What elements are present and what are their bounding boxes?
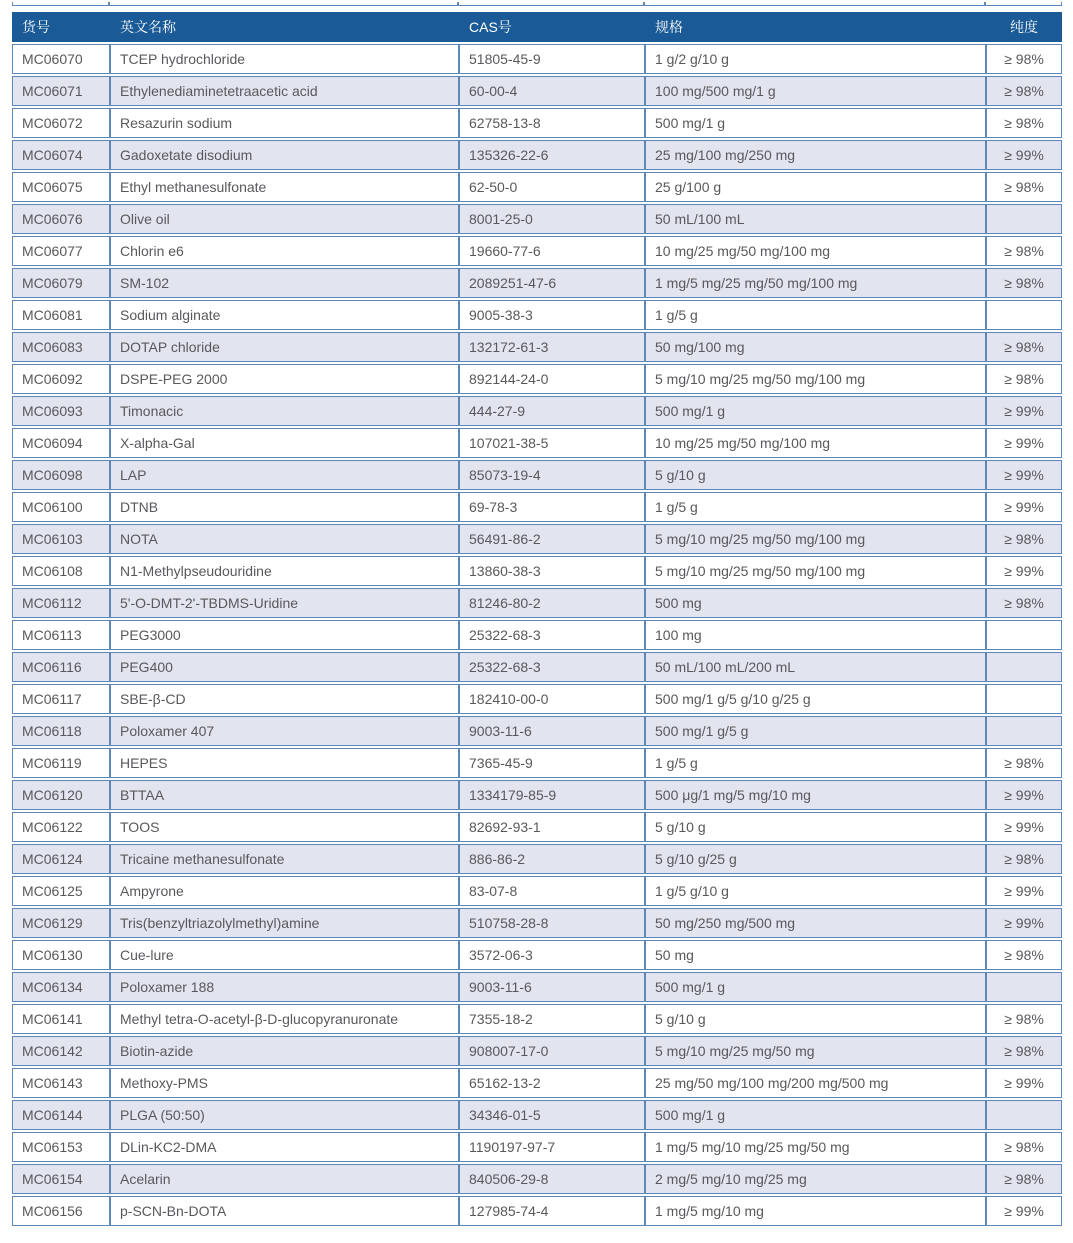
table-row (12, 812, 1062, 842)
cell-spec: 5 g/10 g (645, 460, 986, 490)
cell-name_en: Tris(benzyltriazolylmethyl)amine (110, 908, 459, 938)
cell-name_en: Olive oil (110, 204, 459, 234)
cell-purity: ≥ 98% (986, 1132, 1062, 1162)
table-row (12, 108, 1062, 138)
cell-cas: 62-50-0 (459, 172, 645, 202)
cell-name_en: PLGA (50:50) (110, 1100, 459, 1130)
cell-spec: 1 g/5 g (645, 300, 986, 330)
cell-spec: 50 mL/100 mL (645, 204, 986, 234)
product-catalog-table (12, 10, 1062, 1228)
table-row (12, 524, 1062, 554)
cell-purity: ≥ 98% (986, 1036, 1062, 1066)
cell-purity: ≥ 98% (986, 44, 1062, 74)
cell-spec: 5 g/10 g (645, 1004, 986, 1034)
cell-item_no: MC06072 (12, 108, 110, 138)
table-row (12, 172, 1062, 202)
table-row (12, 940, 1062, 970)
cell-spec: 1 g/5 g (645, 492, 986, 522)
cell-purity: ≥ 98% (986, 364, 1062, 394)
cell-item_no: MC06125 (12, 876, 110, 906)
cell-purity: ≥ 98% (986, 940, 1062, 970)
column-header-spec: 规格 (645, 12, 986, 42)
cell-name_en: 5'-O-DMT-2'-TBDMS-Uridine (110, 588, 459, 618)
cell-purity: ≥ 99% (986, 428, 1062, 458)
cell-name_en: Tricaine methanesulfonate (110, 844, 459, 874)
table-row (12, 1036, 1062, 1066)
cell-item_no: MC06154 (12, 1164, 110, 1194)
cell-item_no: MC06112 (12, 588, 110, 618)
cell-name_en: TOOS (110, 812, 459, 842)
table-row (12, 428, 1062, 458)
cell-spec: 500 mg (645, 588, 986, 618)
cropped-cell (12, 2, 110, 5)
cell-item_no: MC06113 (12, 620, 110, 650)
cell-cas: 7365-45-9 (459, 748, 645, 778)
cell-spec: 100 mg (645, 620, 986, 650)
cell-purity (986, 652, 1062, 682)
cell-name_en: HEPES (110, 748, 459, 778)
table-row (12, 588, 1062, 618)
cell-cas: 7355-18-2 (459, 1004, 645, 1034)
cell-purity: ≥ 98% (986, 76, 1062, 106)
cell-cas: 9003-11-6 (459, 716, 645, 746)
cell-purity: ≥ 98% (986, 332, 1062, 362)
cell-purity: ≥ 99% (986, 396, 1062, 426)
cell-name_en: N1-Methylpseudouridine (110, 556, 459, 586)
cell-spec: 5 mg/10 mg/25 mg/50 mg (645, 1036, 986, 1066)
cell-cas: 892144-24-0 (459, 364, 645, 394)
cell-spec: 25 g/100 g (645, 172, 986, 202)
cell-purity: ≥ 99% (986, 1068, 1062, 1098)
cell-cas: 886-86-2 (459, 844, 645, 874)
cell-name_en: Sodium alginate (110, 300, 459, 330)
table-row (12, 972, 1062, 1002)
cell-spec: 500 mg/1 g (645, 108, 986, 138)
cell-cas: 34346-01-5 (459, 1100, 645, 1130)
cell-name_en: Ampyrone (110, 876, 459, 906)
cell-name_en: DTNB (110, 492, 459, 522)
cell-spec: 1 mg/5 mg/25 mg/50 mg/100 mg (645, 268, 986, 298)
cell-cas: 9003-11-6 (459, 972, 645, 1002)
cell-purity (986, 620, 1062, 650)
catalog-table-body (12, 44, 1062, 1226)
cropped-row-top (12, 2, 1062, 6)
cell-cas: 13860-38-3 (459, 556, 645, 586)
cell-cas: 840506-29-8 (459, 1164, 645, 1194)
column-header-item_no: 货号 (12, 12, 110, 42)
cell-purity: ≥ 98% (986, 1004, 1062, 1034)
table-row (12, 492, 1062, 522)
cell-name_en: Ethylenediaminetetraacetic acid (110, 76, 459, 106)
cell-item_no: MC06143 (12, 1068, 110, 1098)
table-row (12, 1004, 1062, 1034)
table-row (12, 1164, 1062, 1194)
cell-name_en: Methoxy-PMS (110, 1068, 459, 1098)
table-row (12, 300, 1062, 330)
cell-spec: 500 μg/1 mg/5 mg/10 mg (645, 780, 986, 810)
cell-cas: 182410-00-0 (459, 684, 645, 714)
cell-purity (986, 300, 1062, 330)
cell-purity (986, 716, 1062, 746)
cell-cas: 62758-13-8 (459, 108, 645, 138)
cell-item_no: MC06074 (12, 140, 110, 170)
cell-spec: 5 mg/10 mg/25 mg/50 mg/100 mg (645, 364, 986, 394)
cell-purity (986, 1100, 1062, 1130)
cell-name_en: Resazurin sodium (110, 108, 459, 138)
cell-item_no: MC06144 (12, 1100, 110, 1130)
cell-item_no: MC06108 (12, 556, 110, 586)
cell-cas: 60-00-4 (459, 76, 645, 106)
cell-spec: 1 g/2 g/10 g (645, 44, 986, 74)
cell-name_en: Methyl tetra-O-acetyl-β-D-glucopyranuronate (110, 1004, 459, 1034)
cell-spec: 1 mg/5 mg/10 mg/25 mg/50 mg (645, 1132, 986, 1162)
cell-purity (986, 204, 1062, 234)
cell-item_no: MC06081 (12, 300, 110, 330)
cell-cas: 83-07-8 (459, 876, 645, 906)
cell-spec: 500 mg/1 g (645, 396, 986, 426)
table-row (12, 44, 1062, 74)
cell-name_en: Acelarin (110, 1164, 459, 1194)
cell-cas: 65162-13-2 (459, 1068, 645, 1098)
table-row (12, 620, 1062, 650)
cell-spec: 1 g/5 g/10 g (645, 876, 986, 906)
cell-item_no: MC06092 (12, 364, 110, 394)
cell-purity: ≥ 99% (986, 492, 1062, 522)
table-row (12, 76, 1062, 106)
cell-item_no: MC06071 (12, 76, 110, 106)
cell-name_en: TCEP hydrochloride (110, 44, 459, 74)
cell-item_no: MC06093 (12, 396, 110, 426)
header-row (12, 12, 1062, 42)
cell-item_no: MC06076 (12, 204, 110, 234)
cell-spec: 25 mg/50 mg/100 mg/200 mg/500 mg (645, 1068, 986, 1098)
column-header-cas: CAS号 (459, 12, 645, 42)
cell-cas: 3572-06-3 (459, 940, 645, 970)
cell-cas: 25322-68-3 (459, 620, 645, 650)
cell-name_en: Chlorin e6 (110, 236, 459, 266)
table-row (12, 1100, 1062, 1130)
cell-spec: 500 mg/1 g (645, 972, 986, 1002)
cell-item_no: MC06119 (12, 748, 110, 778)
cell-purity: ≥ 98% (986, 268, 1062, 298)
cell-purity: ≥ 98% (986, 844, 1062, 874)
cell-purity: ≥ 99% (986, 140, 1062, 170)
cell-item_no: MC06142 (12, 1036, 110, 1066)
cell-cas: 1190197-97-7 (459, 1132, 645, 1162)
table-row (12, 556, 1062, 586)
cell-name_en: X-alpha-Gal (110, 428, 459, 458)
table-row (12, 1196, 1062, 1226)
cell-name_en: PEG3000 (110, 620, 459, 650)
table-row (12, 332, 1062, 362)
cell-item_no: MC06098 (12, 460, 110, 490)
cell-item_no: MC06094 (12, 428, 110, 458)
cell-cas: 1334179-85-9 (459, 780, 645, 810)
cell-purity: ≥ 98% (986, 1164, 1062, 1194)
table-row (12, 396, 1062, 426)
table-row (12, 716, 1062, 746)
column-header-purity: 纯度 (986, 12, 1062, 42)
cell-cas: 9005-38-3 (459, 300, 645, 330)
table-row (12, 1068, 1062, 1098)
cell-spec: 1 mg/5 mg/10 mg (645, 1196, 986, 1226)
table-row (12, 780, 1062, 810)
cell-purity: ≥ 99% (986, 780, 1062, 810)
cell-purity: ≥ 99% (986, 812, 1062, 842)
cropped-cell (986, 2, 1062, 5)
cropped-cell (645, 2, 986, 5)
cell-purity (986, 684, 1062, 714)
cell-item_no: MC06083 (12, 332, 110, 362)
cell-cas: 107021-38-5 (459, 428, 645, 458)
cell-spec: 2 mg/5 mg/10 mg/25 mg (645, 1164, 986, 1194)
cell-cas: 51805-45-9 (459, 44, 645, 74)
cell-name_en: Timonacic (110, 396, 459, 426)
cell-item_no: MC06077 (12, 236, 110, 266)
cell-cas: 510758-28-8 (459, 908, 645, 938)
table-row (12, 748, 1062, 778)
cell-item_no: MC06118 (12, 716, 110, 746)
cell-purity: ≥ 98% (986, 748, 1062, 778)
cell-spec: 500 mg/1 g/5 g (645, 716, 986, 746)
table-row (12, 908, 1062, 938)
cell-name_en: Gadoxetate disodium (110, 140, 459, 170)
cell-purity: ≥ 98% (986, 108, 1062, 138)
cell-spec: 5 mg/10 mg/25 mg/50 mg/100 mg (645, 556, 986, 586)
cell-name_en: DSPE-PEG 2000 (110, 364, 459, 394)
cell-name_en: DLin-KC2-DMA (110, 1132, 459, 1162)
cell-cas: 2089251-47-6 (459, 268, 645, 298)
cell-purity: ≥ 99% (986, 1196, 1062, 1226)
cell-item_no: MC06134 (12, 972, 110, 1002)
cell-cas: 135326-22-6 (459, 140, 645, 170)
table-row (12, 844, 1062, 874)
table-row (12, 652, 1062, 682)
cropped-cell (110, 2, 459, 5)
cell-name_en: LAP (110, 460, 459, 490)
cell-cas: 132172-61-3 (459, 332, 645, 362)
table-row (12, 140, 1062, 170)
cell-cas: 82692-93-1 (459, 812, 645, 842)
cell-cas: 81246-80-2 (459, 588, 645, 618)
cell-item_no: MC06103 (12, 524, 110, 554)
cell-item_no: MC06153 (12, 1132, 110, 1162)
cell-item_no: MC06130 (12, 940, 110, 970)
cell-spec: 10 mg/25 mg/50 mg/100 mg (645, 428, 986, 458)
cell-name_en: NOTA (110, 524, 459, 554)
cell-cas: 19660-77-6 (459, 236, 645, 266)
cell-cas: 8001-25-0 (459, 204, 645, 234)
cell-item_no: MC06079 (12, 268, 110, 298)
cell-spec: 50 mg (645, 940, 986, 970)
cell-cas: 25322-68-3 (459, 652, 645, 682)
cell-cas: 908007-17-0 (459, 1036, 645, 1066)
cell-item_no: MC06122 (12, 812, 110, 842)
cell-spec: 500 mg/1 g (645, 1100, 986, 1130)
table-row (12, 204, 1062, 234)
cell-cas: 85073-19-4 (459, 460, 645, 490)
cell-spec: 50 mg/250 mg/500 mg (645, 908, 986, 938)
cell-name_en: DOTAP chloride (110, 332, 459, 362)
cell-spec: 100 mg/500 mg/1 g (645, 76, 986, 106)
cell-name_en: Poloxamer 407 (110, 716, 459, 746)
cell-name_en: BTTAA (110, 780, 459, 810)
cell-spec: 25 mg/100 mg/250 mg (645, 140, 986, 170)
cell-purity (986, 972, 1062, 1002)
table-row (12, 236, 1062, 266)
cell-spec: 5 mg/10 mg/25 mg/50 mg/100 mg (645, 524, 986, 554)
cell-purity: ≥ 99% (986, 556, 1062, 586)
cell-item_no: MC06156 (12, 1196, 110, 1226)
cell-name_en: PEG400 (110, 652, 459, 682)
cell-spec: 10 mg/25 mg/50 mg/100 mg (645, 236, 986, 266)
table-row (12, 684, 1062, 714)
cell-purity: ≥ 99% (986, 460, 1062, 490)
cell-name_en: Poloxamer 188 (110, 972, 459, 1002)
cell-spec: 5 g/10 g (645, 812, 986, 842)
table-row (12, 876, 1062, 906)
cell-cas: 69-78-3 (459, 492, 645, 522)
cell-name_en: p-SCN-Bn-DOTA (110, 1196, 459, 1226)
cell-purity: ≥ 98% (986, 588, 1062, 618)
cell-purity: ≥ 98% (986, 172, 1062, 202)
catalog-page (0, 2, 1073, 1243)
cell-item_no: MC06120 (12, 780, 110, 810)
cropped-cell (459, 2, 645, 5)
cell-item_no: MC06117 (12, 684, 110, 714)
table-header (12, 12, 1062, 42)
cell-item_no: MC06129 (12, 908, 110, 938)
cell-purity: ≥ 98% (986, 236, 1062, 266)
cell-purity: ≥ 99% (986, 908, 1062, 938)
cell-purity: ≥ 98% (986, 524, 1062, 554)
cell-spec: 50 mg/100 mg (645, 332, 986, 362)
table-row (12, 460, 1062, 490)
cell-name_en: Ethyl methanesulfonate (110, 172, 459, 202)
cell-item_no: MC06141 (12, 1004, 110, 1034)
table-row (12, 1132, 1062, 1162)
cell-name_en: Cue-lure (110, 940, 459, 970)
cell-item_no: MC06116 (12, 652, 110, 682)
cell-purity: ≥ 99% (986, 876, 1062, 906)
cell-spec: 5 g/10 g/25 g (645, 844, 986, 874)
cell-item_no: MC06075 (12, 172, 110, 202)
cell-cas: 127985-74-4 (459, 1196, 645, 1226)
cell-item_no: MC06124 (12, 844, 110, 874)
cell-spec: 50 mL/100 mL/200 mL (645, 652, 986, 682)
cell-spec: 500 mg/1 g/5 g/10 g/25 g (645, 684, 986, 714)
cell-cas: 56491-86-2 (459, 524, 645, 554)
column-header-name_en: 英文名称 (110, 12, 459, 42)
cell-name_en: Biotin-azide (110, 1036, 459, 1066)
cell-spec: 1 g/5 g (645, 748, 986, 778)
cell-item_no: MC06100 (12, 492, 110, 522)
cell-cas: 444-27-9 (459, 396, 645, 426)
cell-name_en: SM-102 (110, 268, 459, 298)
table-row (12, 268, 1062, 298)
cell-item_no: MC06070 (12, 44, 110, 74)
table-row (12, 364, 1062, 394)
cell-name_en: SBE-β-CD (110, 684, 459, 714)
